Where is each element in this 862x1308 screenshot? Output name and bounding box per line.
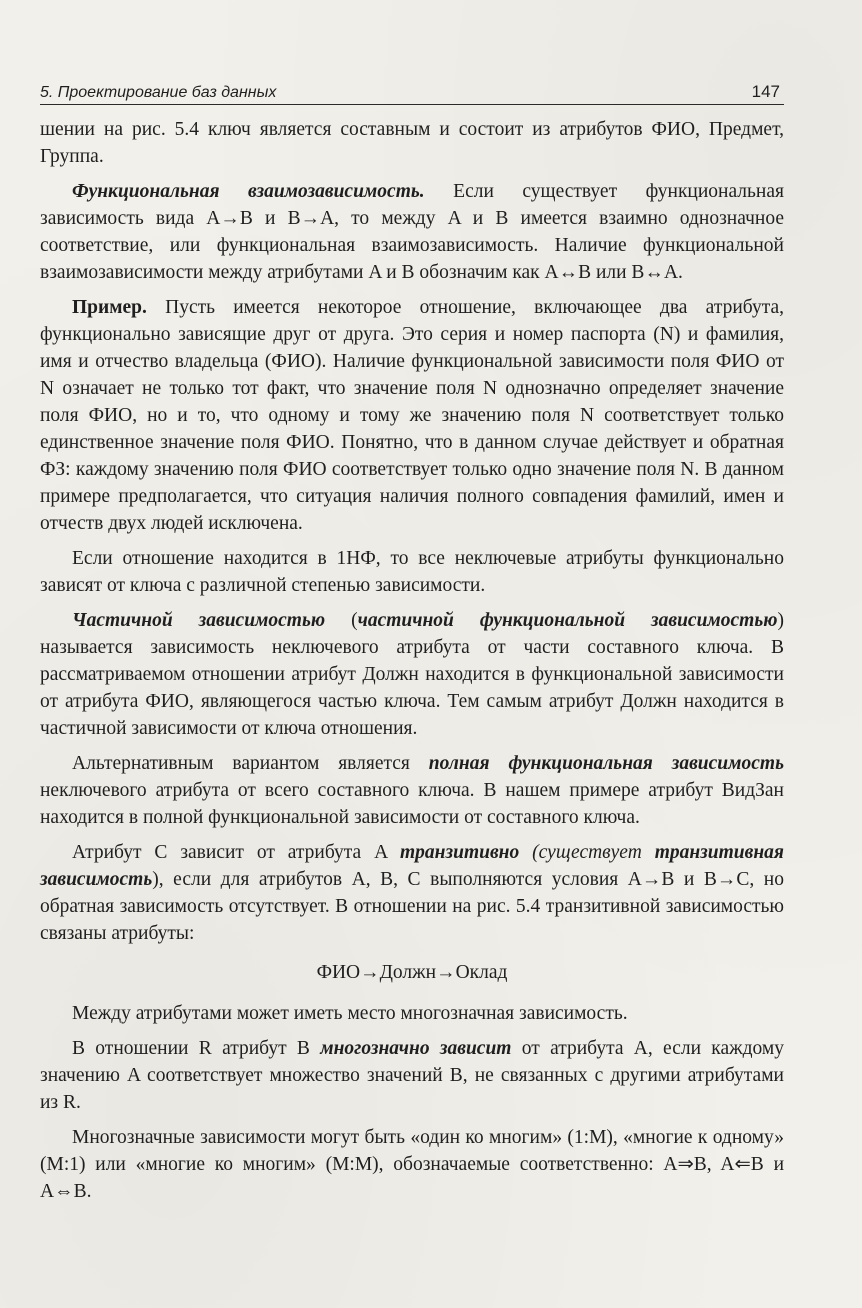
paragraph-multivalued-types [40,1124,784,1205]
paragraph-multivalued-definition [40,1035,784,1116]
paragraph-text: ) называется зависимость неключевого атрибута от части составного ключа. В рассматриваемом отношении атрибут Должн находится в функциональной зависимости от атрибута ФИО, являющегося частью ключа. Тем самым атрибут Должн находится в частичной зависимости от ключа отношения. [40,610,785,739]
paragraph-example [40,294,784,537]
running-header [40,82,784,105]
paragraph-text: шении на рис. 5.4 ключ является составным и состоит из атрибутов ФИО, Предмет, Группа. [40,119,784,167]
paragraph-text: ), если для атрибутов A, B, C выполняются условия A→B и B→C, но обратная зависимость отсутствует. В отношении на рис. 5.4 транзитивной зависимостью связаны атрибуты: [40,869,784,944]
paragraph-text: ( [325,610,358,631]
term-partial-dependency: Частичной зависимостью [72,610,326,631]
paragraph-partial-dependency [40,607,784,742]
formula-text: ФИО→Должн→Оклад [316,962,508,983]
paragraph-transitive [40,839,784,947]
chapter-title: 5. Проектирование баз данных [40,84,277,101]
paragraph-text: Атрибут C зависит от атрибута A [72,842,401,863]
paragraph-text: (существует [519,842,655,863]
paragraph-text: Между атрибутами может иметь место многозначная зависимость. [72,1003,628,1024]
paragraph-full-dependency [40,750,784,831]
term-partial-functional-dependency: частичной функциональной зависимостью [357,610,778,631]
page-body [40,116,784,1213]
term-transitively: транзитивно [400,842,520,863]
paragraph-text: Альтернативным вариантом является [72,753,429,774]
page-number: 147 [751,82,780,101]
paragraph-text: В отношении R атрибут B [72,1038,321,1059]
paragraph-text: неключевого атрибута от всего составного ключа. В нашем примере атрибут ВидЗан находится в полной функциональной зависимости от составного ключа. [40,780,784,828]
term-multivalued-depends: многозначно зависит [320,1038,512,1059]
paragraph-multivalued-intro [40,1000,784,1027]
example-label: Пример. [72,297,147,318]
paragraph-text: Пусть имеется некоторое отношение, включающее два атрибута, функционально зависящие друг от друга. Это серия и номер паспорта (N) и фамилия, имя и отчество владельца (ФИО). Наличие функциональной зависимости поля ФИО от N означает не только тот факт, что значение поля N однозначно определяет значение поля ФИО, но и то, что одному и тому же значению поля N соответствует только единственное значение поля ФИО. Понятно, что в данном случае действует и обратная ФЗ: каждому значению поля ФИО соответствует только одно значение поля N. В данном примере предполагается, что ситуация наличия полного совпадения фамилий, имен и отчеств двух людей исключена. [40,297,784,534]
term-functional-interdependence: Функциональная взаимозависимость. [72,181,425,202]
paragraph-text: Многозначные зависимости могут быть «один ко многим» (1:M), «многие к одному» (M:1) или «многие ко многим» (M:M), обозначаемые соответственно: A⇒B, A⇐B и A⇔B. [40,1127,784,1202]
paragraph-1nf [40,545,784,599]
paragraph-continuation [40,116,784,170]
paragraph-text: Если существует функциональная зависимость вида A→B и B→A, то между A и B имеется взаимно однозначное соответствие, или функциональная взаимозависимость. Наличие функциональной взаимозависимости между атрибутами A и B обозначим как A↔B или B↔A. [40,181,784,283]
paragraph-text: Если отношение находится в 1НФ, то все неключевые атрибуты функционально зависят от ключа с различной степенью зависимости. [40,548,784,596]
term-full-functional-dependency: полная функциональная зависимость [428,753,784,774]
term-transitive-dependency: транзитивная зависимость [40,842,784,890]
formula-transitive-chain [40,959,784,986]
paragraph-text: от атрибута A, если каждому значению A соответствует множество значений B, не связанных с другими атрибутами из R. [40,1038,785,1113]
paragraph-functional-interdependence [40,178,784,286]
